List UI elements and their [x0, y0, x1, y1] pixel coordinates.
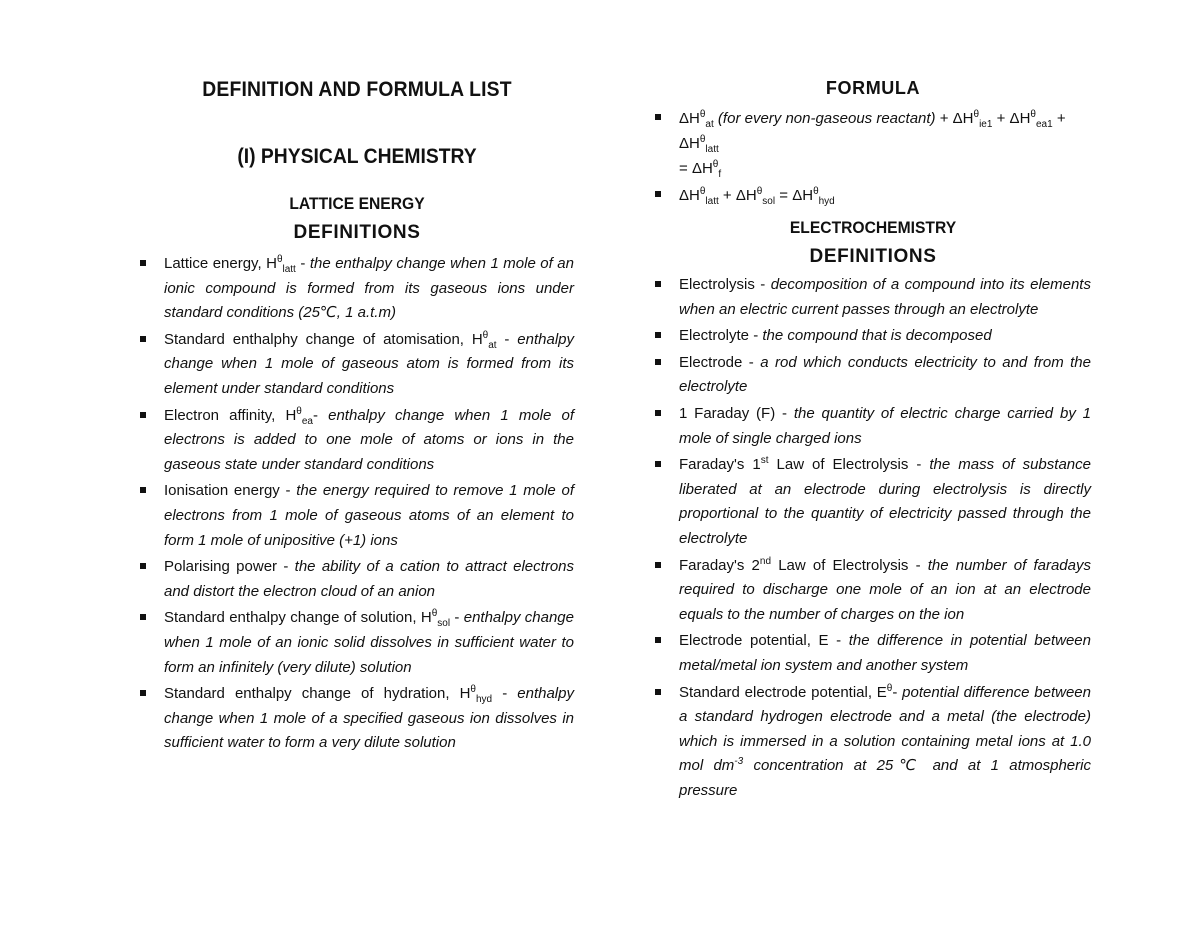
lattice-energy-heading: LATTICE ENERGY [289, 194, 425, 213]
bullet-icon [655, 562, 661, 568]
lattice-definitions-heading: DEFINITIONS [293, 222, 421, 243]
bullet-icon [655, 410, 661, 416]
electrochemistry-heading: ELECTROCHEMISTRY [789, 218, 957, 237]
list-item: Standard enthalpy change of solution, $H^\theta_{sol}$ - enthalpy change when 1 mole of an ionic solid dissolves in sufficient water to form an infinitely (very dilute) solution [140, 606, 574, 680]
formula-item: $\Delta H^\theta_{at}$ (for every non-gaseous reactant) + $\Delta H^\theta_{ie1} + \Delta H^\theta_{ea1} + \Delta H^\theta_{latt}$ = $\Delta H^\theta_f$ [655, 106, 1091, 181]
lattice-definition-list [140, 252, 574, 758]
list-item: 1 Faraday (F) - the quantity of electric charge carried by 1 mole of single charged ions [655, 402, 1091, 451]
document-title: DEFINITION AND FORMULA LIST [202, 78, 512, 101]
list-item: Electrolysis - decomposition of a compound into its elements when an electric current passes through an electrolyte [655, 273, 1091, 322]
list-item: Electrode potential, E - the difference in potential between metal/metal ion system and another system [655, 629, 1091, 678]
bullet-icon [140, 336, 146, 342]
list-item: Electron affinity, $H^\theta_{ea}-$ enthalpy change when 1 mole of electrons is added to one mole of atoms or ions in the gaseous state under standard conditions [140, 404, 574, 478]
bullet-icon [655, 461, 661, 467]
bullet-icon [655, 332, 661, 338]
bullet-icon [655, 114, 661, 120]
list-item: Faraday's 1st Law of Electrolysis - the mass of substance liberated at an electrode during electrolysis is directly proportional to the quantity of electricity passed through the electrolyte [655, 453, 1091, 551]
bullet-icon [655, 281, 661, 287]
formula-item: $\Delta H^\theta_{latt} + \Delta H^\theta_{sol} = \Delta H^\theta_{hyd}$ [655, 183, 1091, 208]
list-item: Ionisation energy - the energy required to remove 1 mole of electrons from 1 mole of gaseous atoms of an element to form 1 mole of unipositive (+1) ions [140, 479, 574, 553]
list-item: Faraday's 2nd Law of Electrolysis - the number of faradays required to discharge one mole of an ion at an electrode equals to the number of charges on the ion [655, 554, 1091, 628]
section-title: (I) PHYSICAL CHEMISTRY [237, 145, 477, 168]
formula-list [655, 106, 1091, 210]
list-item: Standard electrode potential, $E^\theta-$ potential difference between a standard hydrogen electrode and a metal (the electrode) which is immersed in a solution containing metal ions at 1.0 mol $dm^{-3}$ concentration at 25℃ and at 1 atmospheric pressure [655, 681, 1091, 804]
bullet-icon [140, 260, 146, 266]
bullet-icon [655, 359, 661, 365]
bullet-icon [140, 487, 146, 493]
bullet-icon [140, 563, 146, 569]
bullet-icon [655, 689, 661, 695]
list-item: Electrode - a rod which conducts electricity to and from the electrolyte [655, 351, 1091, 400]
electro-definition-list [655, 273, 1091, 805]
bullet-icon [140, 614, 146, 620]
list-item: Lattice energy, $H^\theta_{latt}$ - the enthalpy change when 1 mole of an ionic compound is formed from its gaseous ions under standard conditions (25℃, 1 a.t.m) [140, 252, 574, 326]
list-item: Standard enthalpy change of hydration, $H^\theta_{hyd}$ - enthalpy change when 1 mole of a specified gaseous ion dissolves in sufficient water to form a very dilute solution [140, 682, 574, 756]
bullet-icon [655, 191, 661, 197]
list-item: Polarising power - the ability of a cation to attract electrons and distort the electron cloud of an anion [140, 555, 574, 604]
bullet-icon [140, 690, 146, 696]
list-item: Electrolyte - the compound that is decomposed [655, 324, 1091, 349]
electro-definitions-heading: DEFINITIONS [809, 246, 937, 267]
list-item: Standard enthalphy change of atomisation, $H^\theta_{at}$ - enthalpy change when 1 mole of gaseous atom is formed from its element under standard conditions [140, 328, 574, 402]
bullet-icon [655, 637, 661, 643]
formula-heading: FORMULA [825, 78, 921, 98]
bullet-icon [140, 412, 146, 418]
